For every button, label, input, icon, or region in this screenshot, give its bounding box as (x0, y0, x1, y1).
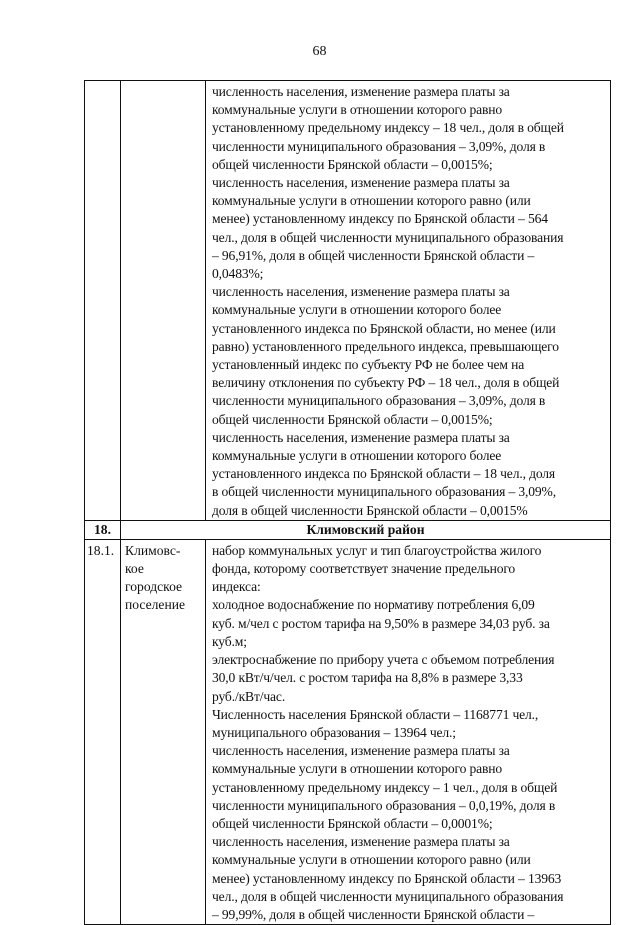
section-number: 18. (85, 520, 121, 539)
table-row-continuation (85, 81, 611, 521)
page-number: 68 (312, 44, 327, 59)
subsection-number: 18.1. (85, 539, 121, 924)
subsection-name: Климовс- кое городское поселение (121, 539, 206, 924)
number-cell-empty (85, 81, 121, 521)
section-header-row (85, 520, 611, 539)
table-row-subsection (85, 539, 611, 924)
data-table (84, 80, 611, 925)
subsection-text: набор коммунальных услуг и тип благоустройства жилого фонда, которому соответствует значение предельного индекса: холодное водоснабжение по нормативу потребления 6,09 куб. м/чел с ростом тарифа на 9,50% в размере 34,03 руб. за куб.м; электроснабжение по прибору учета с объемом потребления 30,0 кВт/ч/чел. с ростом тарифа на 8,8% в размере 3,33 руб./кВт/час. Численность населения Брянской области – 1168771 чел., муниципального образования – 13964 чел.; численность населения, изменение размера платы за коммунальные услуги в отношении которого равно установленному предельному индексу – 1 чел., доля в общей численности муниципального образования – 0,0,19%, доля в общей численности Брянской области – 0,0001%; численность населения, изменение размера платы за коммунальные услуги в отношении которого равно (или менее) установленному индексу по Брянской области – 13963 чел., доля в общей численности муниципального образования – 99,99%, доля в общей численности Брянской области – (206, 539, 611, 924)
name-cell-empty (121, 81, 206, 521)
continuation-text: численность населения, изменение размера платы за коммунальные услуги в отношении которого равно установленному предельному индексу – 18 чел., доля в общей численности муниципального образования – 3,09%, доля в общей численности Брянской области – 0,0015%; численность населения, изменение размера платы за коммунальные услуги в отношении которого равно (или менее) установленному индексу по Брянской области – 564 чел., доля в общей численности муниципального образования – 96,91%, доля в общей численности Брянской области – 0,0483%; численность населения, изменение размера платы за коммунальные услуги в отношении которого более установленного индекса по Брянской области, но менее (или равно) установленного предельного индекса, превышающего установленный индекс по субъекту РФ не более чем на величину отклонения по субъекту РФ – 18 чел., доля в общей численности муниципального образования – 3,09%, доля в общей численности Брянской области – 0,0015%; численность населения, изменение размера платы за коммунальные услуги в отношении которого более установленного индекса по Брянской области – 18 чел., доля в общей численности муниципального образования – 3,09%, доля в общей численности Брянской области – 0,0015% (206, 81, 611, 521)
section-title: Климовский район (121, 520, 611, 539)
